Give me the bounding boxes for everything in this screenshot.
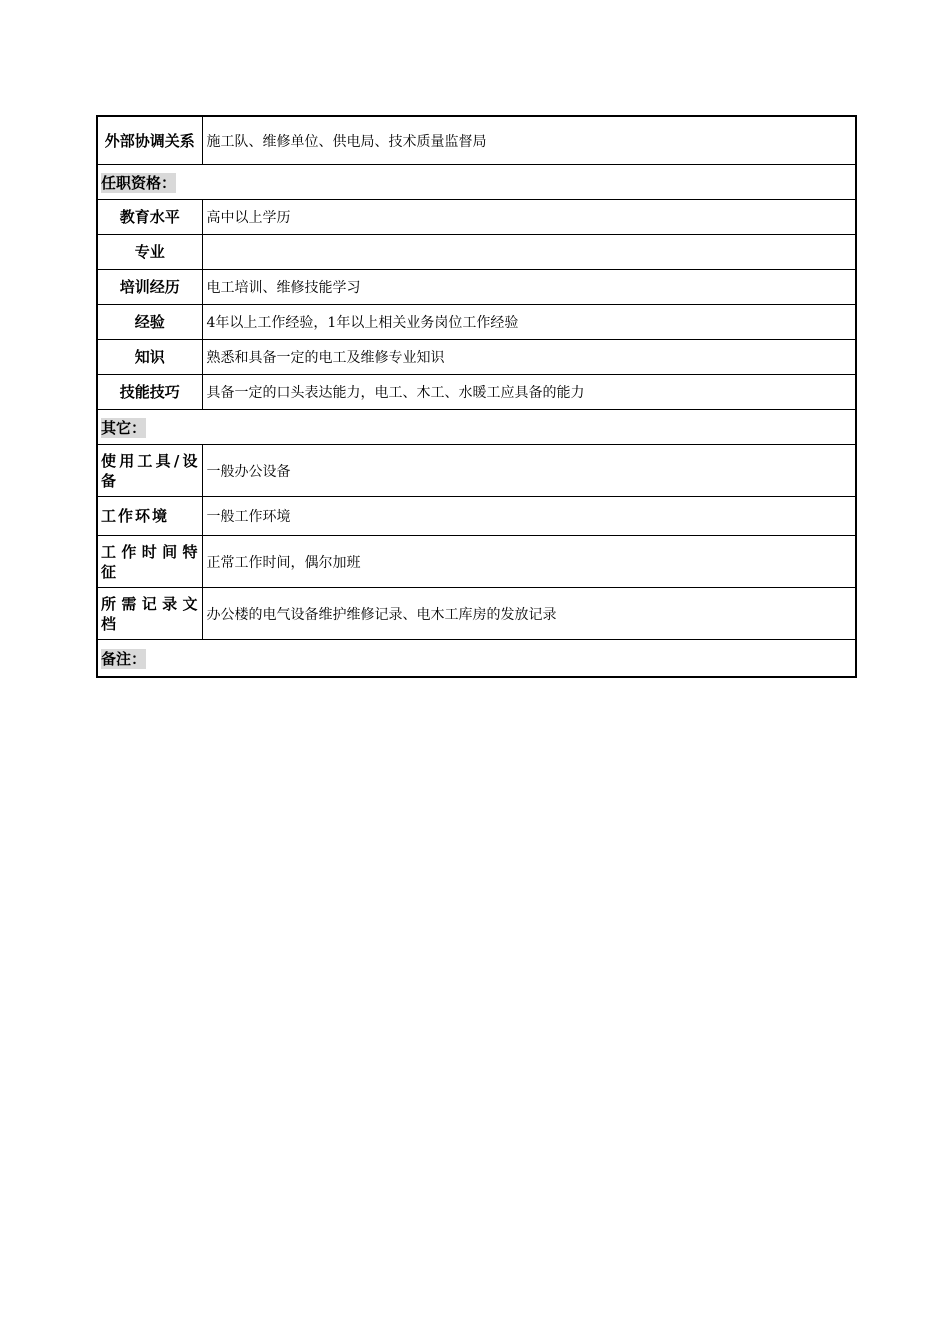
job-description-sheet (96, 115, 855, 678)
education-row (97, 200, 856, 235)
work-time-value: 正常工作时间，偶尔加班 (202, 536, 856, 588)
education-label: 教育水平 (97, 200, 202, 235)
environment-label: 工作环境 (97, 497, 202, 536)
experience-label: 经验 (97, 305, 202, 340)
experience-value: 4年以上工作经验，1年以上相关业务岗位工作经验 (202, 305, 856, 340)
training-value: 电工培训、维修技能学习 (202, 270, 856, 305)
tools-label: 使用工具/设备 (97, 445, 202, 497)
major-row (97, 235, 856, 270)
qualifications-section-header (97, 165, 856, 200)
tools-value: 一般办公设备 (202, 445, 856, 497)
training-label: 培训经历 (97, 270, 202, 305)
external-relations-row (97, 116, 856, 165)
records-row (97, 588, 856, 640)
skills-label: 技能技巧 (97, 375, 202, 410)
skills-value: 具备一定的口头表达能力，电工、木工、水暖工应具备的能力 (202, 375, 856, 410)
external-relations-label: 外部协调关系 (97, 116, 202, 165)
records-label: 所需记录文档 (97, 588, 202, 640)
experience-row (97, 305, 856, 340)
other-section-header (97, 410, 856, 445)
environment-row (97, 497, 856, 536)
external-relations-value: 施工队、维修单位、供电局、技术质量监督局 (202, 116, 856, 165)
remarks-title: 备注： (101, 649, 147, 668)
remarks-section-header (97, 640, 856, 678)
environment-value: 一般工作环境 (202, 497, 856, 536)
knowledge-value: 熟悉和具备一定的电工及维修专业知识 (202, 340, 856, 375)
knowledge-label: 知识 (97, 340, 202, 375)
job-description-table (96, 115, 857, 678)
major-value (202, 235, 856, 270)
knowledge-row (97, 340, 856, 375)
records-value: 办公楼的电气设备维护维修记录、电木工库房的发放记录 (202, 588, 856, 640)
training-row (97, 270, 856, 305)
tools-row (97, 445, 856, 497)
work-time-row (97, 536, 856, 588)
skills-row (97, 375, 856, 410)
major-label: 专业 (97, 235, 202, 270)
work-time-label: 工作时间特征 (97, 536, 202, 588)
qualifications-title: 任职资格： (101, 173, 177, 192)
education-value: 高中以上学历 (202, 200, 856, 235)
other-title: 其它： (101, 418, 147, 437)
